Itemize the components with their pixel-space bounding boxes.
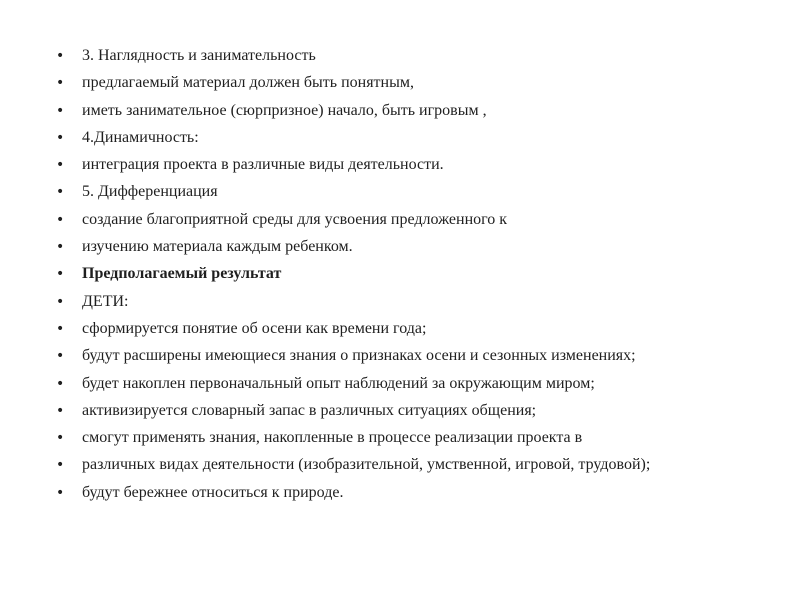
list-item-text: ДЕТИ: [82, 292, 129, 310]
list-item [56, 401, 746, 421]
list-item-text: 3. Наглядность и занимательность [82, 47, 316, 64]
bullet-dot-icon: • [56, 129, 65, 146]
list-item-text: смогут применять знания, накопленные в процессе реализации проекта в [82, 429, 583, 447]
bullet-dot-icon: • [56, 457, 65, 474]
bullet-dot-icon: • [56, 48, 65, 64]
bullet-dot-icon: • [56, 402, 65, 419]
list-item [56, 483, 746, 503]
list-item-text: интеграция проекта в различные виды деятельности. [82, 156, 444, 174]
section-heading: Предполагаемый результат [82, 265, 282, 283]
list-item-text: активизируется словарный запас в различных ситуациях общения; [82, 401, 537, 419]
list-item [56, 319, 746, 339]
bullet-dot-icon: • [56, 320, 65, 337]
list-item [56, 374, 746, 394]
list-item-text: 4.Динамичность: [82, 128, 199, 146]
list-item [56, 237, 746, 257]
list-item [56, 182, 746, 202]
list-item-text: будут бережнее относиться к природе. [82, 483, 344, 501]
list-item-text: предлагаемый материал должен быть понятным, [82, 74, 414, 92]
bullet-dot-icon: • [56, 266, 65, 283]
section-heading-item [56, 264, 746, 284]
list-item-text: будут расширены имеющиеся знания о признаках осени и сезонных изменениях; [82, 347, 636, 365]
list-item-text: изучению материала каждым ребенком. [82, 238, 353, 256]
bullet-list [56, 46, 746, 510]
list-item-text: 5. Дифференциация [82, 183, 218, 201]
list-item [56, 73, 746, 93]
bullet-dot-icon: • [56, 484, 65, 501]
list-item-text: будет накоплен первоначальный опыт наблюдений за окружающим миром; [82, 374, 595, 392]
list-item [56, 46, 746, 66]
bullet-dot-icon: • [56, 211, 65, 228]
list-item [56, 101, 746, 121]
list-item-text: иметь занимательное (сюрпризное) начало, быть игровым , [82, 101, 487, 119]
bullet-dot-icon: • [56, 184, 65, 201]
list-item [56, 155, 746, 175]
list-item [56, 128, 746, 148]
bullet-dot-icon: • [56, 348, 65, 365]
bullet-dot-icon: • [56, 375, 65, 392]
list-item [56, 428, 746, 448]
bullet-dot-icon: • [56, 157, 65, 174]
list-item-text: сформируется понятие об осени как времени года; [82, 319, 427, 337]
list-item [56, 455, 746, 475]
bullet-dot-icon: • [56, 430, 65, 447]
list-item [56, 292, 746, 312]
bullet-dot-icon: • [56, 102, 65, 119]
list-item [56, 346, 746, 366]
list-item-text: создание благоприятной среды для усвоения предложенного к [82, 210, 508, 228]
bullet-dot-icon: • [56, 239, 65, 256]
bullet-dot-icon: • [56, 293, 65, 310]
list-item-text: различных видах деятельности (изобразительной, умственной, игровой, трудовой); [82, 456, 651, 474]
list-item [56, 210, 746, 230]
bullet-dot-icon: • [56, 75, 65, 92]
